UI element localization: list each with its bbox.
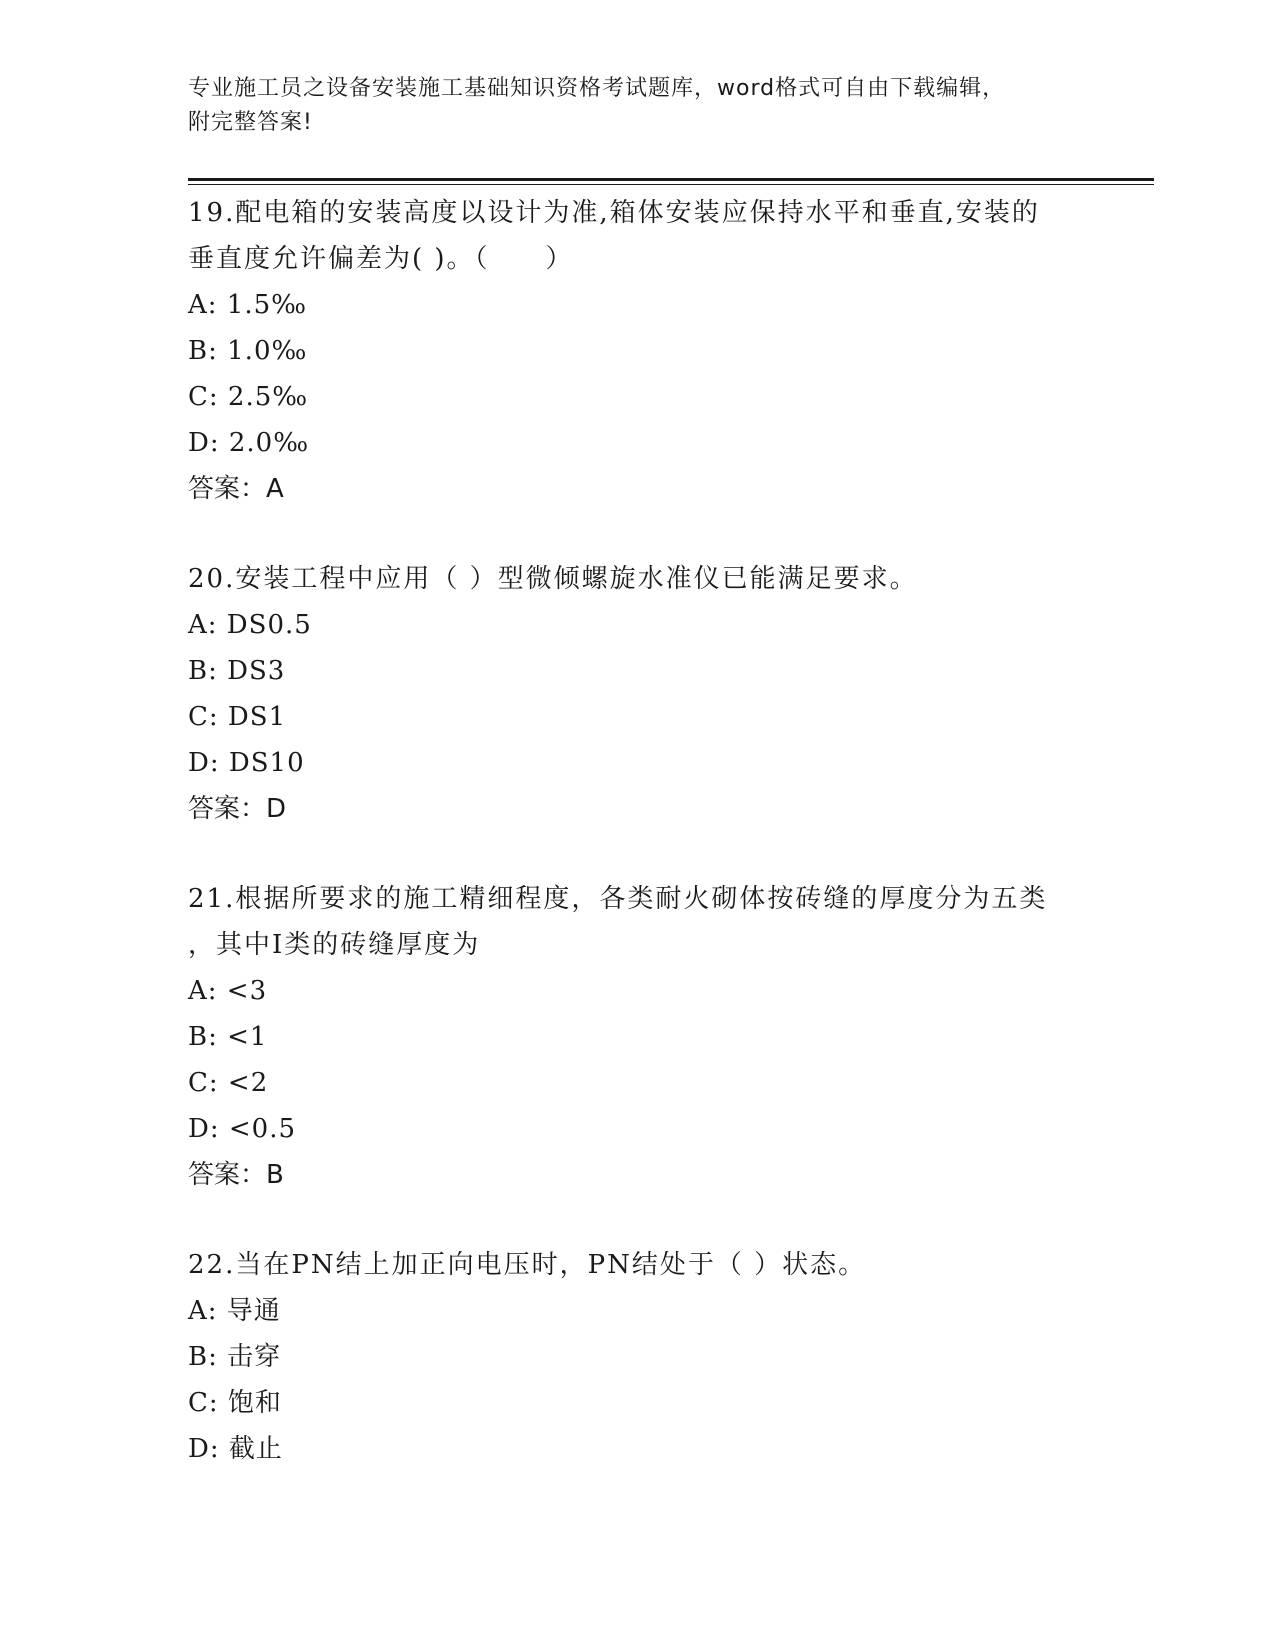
option-a: A: DS0.5 xyxy=(188,610,312,640)
question-text-line: 20.安装工程中应用（ ）型微倾螺旋水准仪已能满足要求。 xyxy=(188,564,918,594)
option-d: D: DS10 xyxy=(188,748,305,778)
question-20 xyxy=(188,556,1088,832)
question-text-line: 垂直度允许偏差为( )。（ ） xyxy=(188,244,574,274)
question-text xyxy=(188,556,1088,602)
question-text-line: 19.配电箱的安装高度以设计为准,箱体安装应保持水平和垂直,安装的 xyxy=(188,198,1040,228)
option-b: B: DS3 xyxy=(188,656,286,686)
option-a: A: 导通 xyxy=(188,1296,281,1326)
option-a: A: 1.5‰ xyxy=(188,290,308,320)
answer: 答案：D xyxy=(188,794,287,824)
option-c: C: 2.5‰ xyxy=(188,382,309,412)
header-line-1: 专业施工员之设备安装施工基础知识资格考试题库，word格式可自由下载编辑， xyxy=(188,76,1006,101)
question-text-line: 22.当在PN结上加正向电压时，PN结处于（ ）状态。 xyxy=(188,1250,867,1280)
option-c: C: 饱和 xyxy=(188,1388,282,1418)
option-d: D: 截止 xyxy=(188,1434,283,1464)
option-a: A: <3 xyxy=(188,976,268,1006)
option-c: C: <2 xyxy=(188,1068,269,1098)
header-divider-thick xyxy=(188,178,1154,181)
question-text-line: ，其中Ⅰ类的砖缝厚度为 xyxy=(188,930,481,960)
answer: 答案：A xyxy=(188,474,284,504)
header-line-2: 附完整答案! xyxy=(188,110,313,135)
header-divider-thin xyxy=(188,184,1154,185)
option-d: D: 2.0‰ xyxy=(188,428,310,458)
document-header xyxy=(188,72,1088,140)
option-b: B: 1.0‰ xyxy=(188,336,308,366)
question-text xyxy=(188,1242,1088,1288)
question-text xyxy=(188,876,1088,968)
option-d: D: <0.5 xyxy=(188,1114,297,1144)
question-text xyxy=(188,190,1088,282)
option-b: B: 击穿 xyxy=(188,1342,282,1372)
question-21 xyxy=(188,876,1088,1198)
question-22 xyxy=(188,1242,1088,1472)
option-b: B: <1 xyxy=(188,1022,268,1052)
option-c: C: DS1 xyxy=(188,702,287,732)
question-19 xyxy=(188,190,1088,512)
question-text-line: 21.根据所要求的施工精细程度，各类耐火砌体按砖缝的厚度分为五类 xyxy=(188,884,1048,914)
answer: 答案：B xyxy=(188,1160,284,1190)
question-list xyxy=(188,190,1088,1516)
